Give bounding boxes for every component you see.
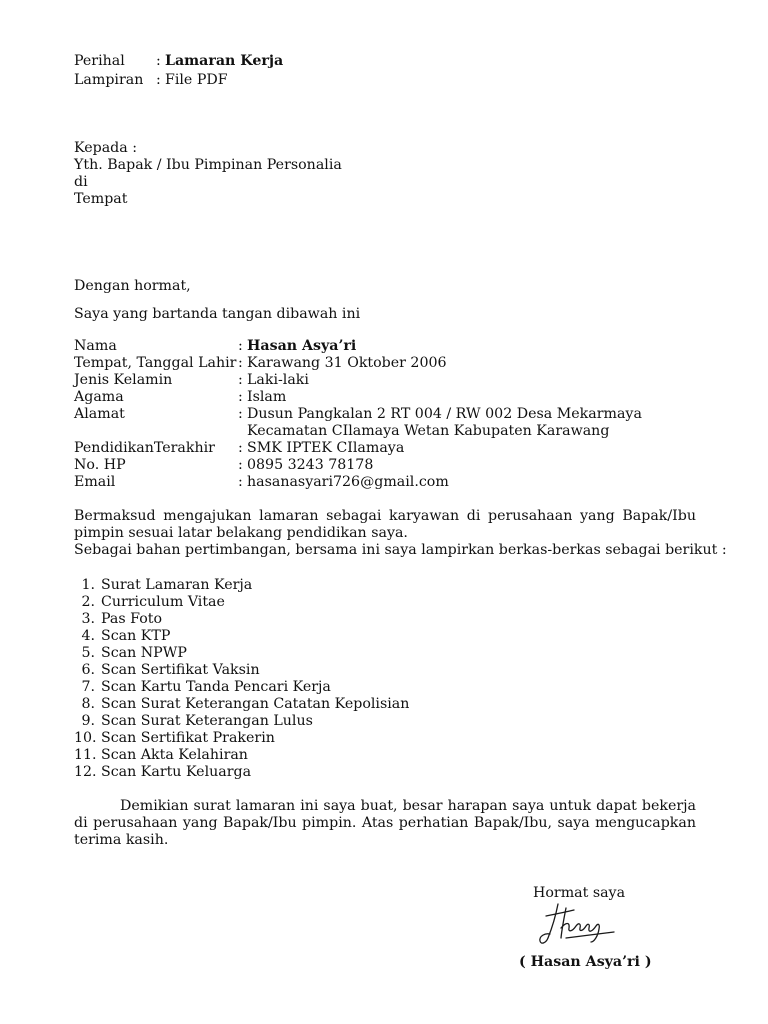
list-text: Scan Sertifikat Prakerin	[101, 730, 275, 746]
list-text: Scan KTP	[101, 628, 171, 644]
detail-value: Islam	[247, 389, 287, 405]
detail-colon: :	[238, 372, 243, 388]
detail-label: Tempat, Tanggal Lahir	[74, 355, 237, 371]
list-text: Scan Kartu Keluarga	[101, 764, 252, 780]
detail-label: Agama	[74, 389, 124, 405]
recipient-line-3: di	[74, 174, 88, 190]
detail-colon: :	[238, 406, 243, 422]
lampiran-value: File PDF	[165, 72, 228, 88]
perihal-value: Lamaran Kerja	[165, 53, 284, 69]
list-number: 9.	[81, 713, 95, 729]
list-text: Scan Sertifikat Vaksin	[101, 662, 260, 678]
signature-name: ( Hasan Asya’ri )	[519, 954, 652, 970]
signature-salutation: Hormat saya	[533, 885, 626, 901]
detail-label: Jenis Kelamin	[74, 372, 173, 388]
list-text: Scan Kartu Tanda Pencari Kerja	[101, 679, 331, 695]
list-number: 10.	[74, 730, 97, 746]
detail-colon: :	[238, 355, 243, 371]
lampiran-label: Lampiran	[74, 72, 144, 88]
list-number: 6.	[81, 662, 95, 678]
detail-label: Email	[74, 474, 116, 490]
list-number: 12.	[74, 764, 97, 780]
detail-colon: :	[238, 457, 243, 473]
recipient-line-2: Yth. Bapak / Ibu Pimpinan Personalia	[74, 157, 342, 173]
detail-label: PendidikanTerakhir	[74, 440, 215, 456]
perihal-colon: :	[156, 53, 161, 69]
list-text: Surat Lamaran Kerja	[101, 577, 253, 593]
list-text: Scan Akta Kelahiran	[101, 747, 248, 763]
detail-label: No. HP	[74, 457, 126, 473]
detail-value: Laki-laki	[247, 372, 309, 388]
detail-value: Hasan Asya’ri	[247, 338, 357, 354]
list-text: Scan NPWP	[101, 645, 187, 661]
list-number: 3.	[81, 611, 95, 627]
list-number: 1.	[81, 577, 95, 593]
detail-colon: :	[238, 474, 243, 490]
list-number: 5.	[81, 645, 95, 661]
detail-label: Nama	[74, 338, 117, 354]
closing-paragraph: Demikian surat lamaran ini saya buat, besar harapan saya untuk dapat bekerja di perusahaan yang Bapak/Ibu pimpin. Atas perhatian Bapak/Ibu, saya mengucapkan terima kasih.	[74, 798, 696, 848]
list-text: Curriculum Vitae	[101, 594, 225, 610]
detail-value-continued: Kecamatan CIlamaya Wetan Kabupaten Karawang	[247, 423, 610, 439]
list-number: 11.	[74, 747, 97, 763]
recipient-line-4: Tempat	[74, 191, 128, 207]
greeting: Dengan hormat,	[74, 278, 191, 294]
list-text: Scan Surat Keterangan Catatan Kepolisian	[101, 696, 410, 712]
detail-label: Alamat	[74, 406, 125, 422]
purpose-paragraph: Bermaksud mengajukan lamaran sebagai karyawan di perusahaan yang Bapak/Ibu pimpin sesuai latar belakang pendidikan saya.	[74, 508, 696, 541]
detail-colon: :	[238, 389, 243, 405]
detail-value: Dusun Pangkalan 2 RT 004 / RW 002 Desa Mekarmaya	[247, 406, 642, 422]
detail-colon: :	[238, 338, 243, 354]
intro-text: Saya yang bartanda tangan dibawah ini	[74, 306, 361, 322]
detail-value: 0895 3243 78178	[247, 457, 374, 473]
perihal-label: Perihal	[74, 53, 125, 69]
recipient-line-1: Kepada :	[74, 140, 137, 156]
list-number: 7.	[81, 679, 95, 695]
list-text: Pas Foto	[101, 611, 163, 627]
detail-value: SMK IPTEK CIlamaya	[247, 440, 405, 456]
list-number: 4.	[81, 628, 95, 644]
detail-colon: :	[238, 440, 243, 456]
detail-value: Karawang 31 Oktober 2006	[247, 355, 447, 371]
handwritten-signature	[536, 898, 620, 950]
lampiran-colon: :	[156, 72, 161, 88]
list-number: 2.	[81, 594, 95, 610]
list-text: Scan Surat Keterangan Lulus	[101, 713, 313, 729]
detail-value: hasanasyari726@gmail.com	[247, 474, 449, 490]
list-number: 8.	[81, 696, 95, 712]
attachment-intro: Sebagai bahan pertimbangan, bersama ini saya lampirkan berkas-berkas sebagai berikut :	[74, 542, 727, 558]
